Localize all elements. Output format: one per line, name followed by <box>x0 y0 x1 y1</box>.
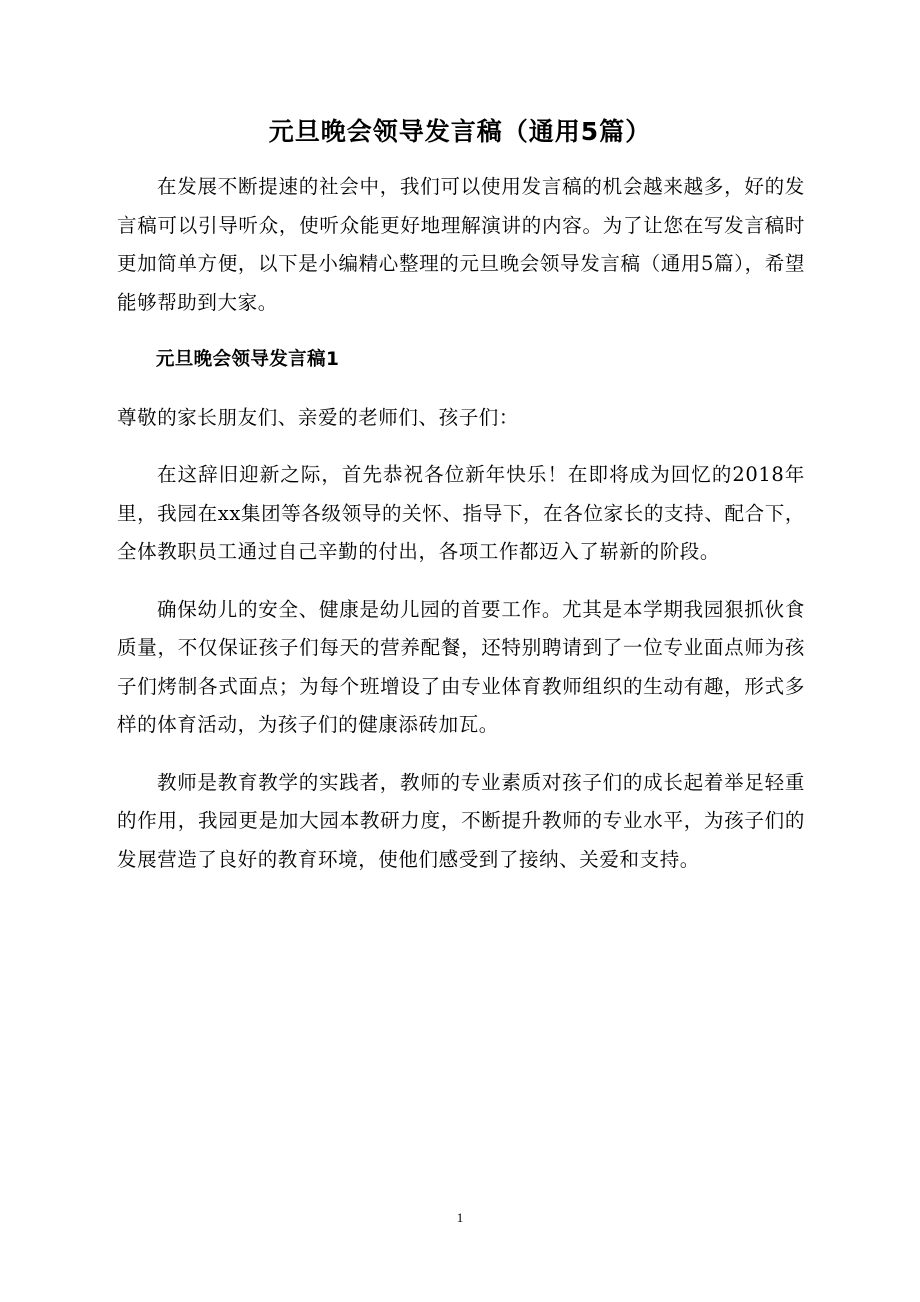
body-paragraph: 在这辞旧迎新之际，首先恭祝各位新年快乐！在即将成为回忆的2018年里，我园在xx集团等各级领导的关怀、指导下，在各位家长的支持、配合下，全体教职员工通过自己辛勤的付出，各项工作都迈入了崭新的阶段。 <box>117 463 805 563</box>
spacer <box>117 572 805 591</box>
salutation: 尊敬的家长朋友们、亲爱的老师们、孩子们： <box>117 405 520 429</box>
spacer <box>117 745 805 764</box>
section-heading: 元旦晚会领导发言稿1 <box>155 349 340 370</box>
spacer <box>117 380 805 399</box>
body-paragraph: 确保幼儿的安全、健康是幼儿园的首要工作。尤其是本学期我园狠抓伙食质量，不仅保证孩子们每天的营养配餐，还特别聘请到了一位专业面点师为孩子们烤制各式面点；为每个班增设了由专业体育教师组织的生动有趣，形式多样的体育活动，为孩子们的健康添砖加瓦。 <box>117 597 805 736</box>
document-body <box>117 168 805 879</box>
document-title: 元旦晚会领导发言稿（通用5篇） <box>268 117 652 146</box>
spacer <box>117 437 805 456</box>
page-number: 1 <box>456 1210 464 1225</box>
spacer <box>117 322 805 341</box>
body-paragraph: 教师是教育教学的实践者，教师的专业素质对孩子们的成长起着举足轻重的作用，我园更是加大园本教研力度，不断提升教师的专业水平，为孩子们的发展营造了良好的教育环境，使他们感受到了接纳、关爱和支持。 <box>117 770 805 871</box>
intro-paragraph: 在发展不断提速的社会中，我们可以使用发言稿的机会越来越多，好的发言稿可以引导听众，使听众能更好地理解演讲的内容。为了让您在写发言稿时更加简单方便，以下是小编精心整理的元旦晚会领导发言稿（通用5篇），希望能够帮助到大家。 <box>117 175 805 314</box>
